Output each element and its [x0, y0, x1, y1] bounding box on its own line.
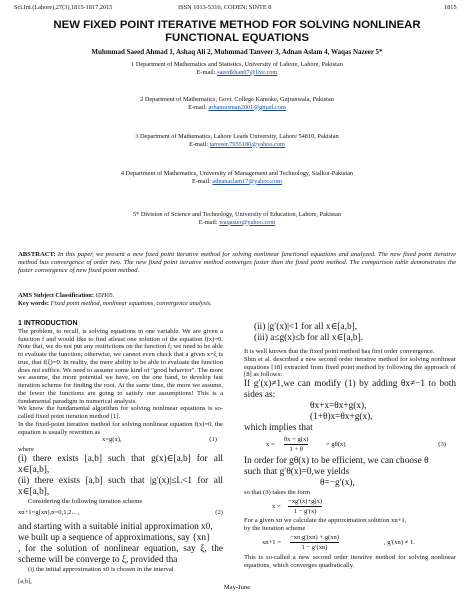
- affiliation-1: 1 Department of Mathematics and Statistics, University of Lahore, Lahore, Pakistan E-mail: saeedkhan07@live.com: [0, 61, 474, 76]
- section-heading: 1 INTRODUCTION: [18, 320, 78, 327]
- paragraph-approximation-e: [a,b],: [18, 577, 32, 585]
- footer-issue: May-June: [223, 584, 251, 591]
- affiliation-text: 1 Department of Mathematics and Statistics, University of Lahore, Lahore, Pakistan: [131, 61, 343, 68]
- condition-ii: (ii) |g′(x)|<1 for all x∈[a,b],: [254, 322, 358, 332]
- affiliation-text: 4 Department of Mathematics, University of Management and Technology, Sialkot-Pakistan: [120, 170, 354, 177]
- condition-1: (i) there exists [a,b] such that g(x)∈[a,b] for all x∈[a,b],: [18, 454, 223, 475]
- paragraph-approximation-a: and starting with a suitable initial approximation x0,: [18, 521, 213, 532]
- equation-step-2: (1+θ)x=θx+g(x),: [310, 412, 373, 422]
- intro-paragraph-3: In the fixed-point iteration method for solving nonlinear equation f(x)=0, the equation is usually rewritten as: [18, 420, 223, 436]
- where-text: where: [18, 446, 35, 454]
- paper-title: [0, 19, 474, 45]
- equation-5: xn+1 = $\frac{\text{−xn g′(xn) + g(xn)}}{1 - g'(xn)}$ , g′(xn) ≠ 1.: [262, 534, 415, 552]
- email-link[interactable]: saeedkhan07@live.com: [217, 68, 278, 76]
- paragraph-approximation-b: we built up a sequence of approximations, say {xn}: [18, 532, 211, 543]
- equation-4: x = $\frac{-xg'(x)+g(x)}{1 - g'(x)}$: [272, 497, 323, 515]
- affiliation-text: 2 Department of Mathematics, Govt. College Kamoke, Gujranwala, Pakistan: [140, 96, 334, 103]
- left-column: [18, 320, 223, 585]
- so-that-text: so that (3) takes the form: [244, 489, 311, 496]
- intro-paragraph-2: We know the fundamental algorithm for solving nonlinear equations is so-called fixed point iteration method [1].: [18, 405, 223, 420]
- email-link[interactable]: tanveer.7955180@yahoo.com: [209, 140, 285, 148]
- equation-1: x=g(x), (1): [102, 436, 217, 444]
- condition-2: (ii) there exists [a,b] such that |g′(x)|≤L<1 for all x∈[a,b],: [18, 476, 223, 497]
- equation-step-1: θx+x=θx+g(x),: [310, 401, 367, 411]
- abstract-text: In this paper, we present a new fixed point iterative method for solving nonlinear functional equations and analyzed. The new fixed point iterative method has convergence of order two. The new fixed point iterative method converges faster than the fixed point method. The comparison table demonstrates the faster convergence of new fixed point method.: [18, 251, 456, 275]
- journal-citation: Sci.Int.(Lahore),27(3),1815-1817,2015: [14, 4, 113, 11]
- email-link[interactable]: adnanaslam17@yahoo.com: [212, 177, 283, 185]
- right-paragraph-7: This is so-called a new second order iterative method for solving nonlinear equations, which converges quadratically.: [244, 554, 456, 569]
- affiliation-5: 5* Division of Science and Technology, University of Education, Lahore, Pakistan E-mail: waqaster@yahoo.com: [0, 211, 474, 226]
- equation-2: xn+1=g(xn),n=0,1,2…, (2): [18, 508, 223, 516]
- right-paragraph-6: For a given xn we calculate the approximation solution xn+1,: [244, 516, 407, 524]
- abstract-label: ABSTRACT:: [18, 251, 56, 258]
- condition-iii: (iii) a≤g(x)≤b for all x∈[a,b].: [254, 333, 363, 343]
- right-paragraph-5: such that g′θ(x)=0,we yields: [244, 467, 350, 477]
- paragraph-approximation-d: (i) the initial approximation x0 is chosen in the interval: [28, 565, 174, 573]
- abstract: [18, 251, 456, 276]
- affiliation-4: 4 Department of Mathematics, University of Management and Technology, Sialkot-Pakistan E-mail: adnanaslam17@yahoo.com: [0, 170, 474, 185]
- affiliation-2: 2 Department of Mathematics, Govt. College Kamoke, Gujranwala, Pakistan E-mail: arhamusman2001@gmail.com: [0, 96, 474, 111]
- theta-equation: θ=−g′(x),: [320, 478, 355, 488]
- page-number: 1815: [444, 4, 457, 11]
- paragraph-approximation-c: , for the solution of nonlinear equation, say ξ, the scheme will be converge to ξ, provided tha: [18, 543, 223, 565]
- which-implies: which implies that: [244, 423, 313, 433]
- affiliation-3: 3 Department of Mathematics, Lahore Leads University, Lahore 54810, Pakistan E-mail: tanveer.7955180@yahoo.com: [0, 133, 474, 148]
- affiliation-text: 3 Department of Mathematics, Lahore Leads University, Lahore 54810, Pakistan: [135, 133, 339, 140]
- intro-paragraph-1: The problem, to recall, is solving equations in one variable. We are given a function f and would like to find atleast one solution of the equation f(x)=0. Note that, we do not put any restrictions on the function f; we need to be able to evaluate the function; otherwise, we cannot even check that a given x=ξ is true, that f(ξ)=0. In reality, the mere ability to be able to evaluate the function does not suffice. We need to assume some kind of "good behavior". The more we assume, the more potential we have, on the one hand, to develop fast iteration scheme for finding the root. At the same time, the more we assume, the fewer the functions are going to satisfy our assumptions! This is a fundamental paradigm in numerical analysis.: [18, 327, 224, 405]
- email-link[interactable]: waqaster@yahoo.com: [219, 218, 276, 226]
- issn-coden: ISSN 1013-5316; CODEN: SINTE 8: [178, 4, 272, 11]
- right-paragraph-1: It is well known that the fixed point method has first order convergence.: [244, 348, 435, 355]
- consider-text: Considering the following iteration scheme: [28, 498, 143, 505]
- keywords: Key words: Fixed point method, nonlinear equations, convergence analysis.: [18, 300, 212, 307]
- iteration-scheme-text: by the iteration scheme: [244, 524, 306, 532]
- ams-classification: AMS Subject Classification: 65H05.: [18, 292, 115, 299]
- right-column: [244, 322, 456, 570]
- title-line-2: FUNCTIONAL EQUATIONS: [165, 32, 309, 44]
- right-paragraph-2: Shin et al. described a new second order iterative method for solving nonlinear equations [18] extracted from fixed point method by following the approach of [8] as follows:: [244, 355, 456, 379]
- right-paragraph-3: If g′(x)≠1,we can modify (1) by adding θx≠−1 to both sides as:: [244, 379, 456, 400]
- right-paragraph-4: In order for gθ(x) to be efficient, we can choose θ: [244, 456, 429, 466]
- email-link[interactable]: arhamusman2001@gmail.com: [208, 103, 286, 111]
- equation-3: x = $\frac{\theta x + g(x)}{1 + \theta}$ = gθ(x) (3): [266, 436, 446, 453]
- authors: Muhmmad Saeed Ahmad 1, Ashaq Ali 2, Muhmmad Tanveer 3, Adnan Aslam 4, Waqas Nazeer 5*: [91, 48, 383, 56]
- title-line-1: NEW FIXED POINT ITERATIVE METHOD FOR SOLVING NONLINEAR: [53, 19, 421, 31]
- affiliation-text: 5* Division of Science and Technology, University of Education, Lahore, Pakistan: [132, 211, 341, 218]
